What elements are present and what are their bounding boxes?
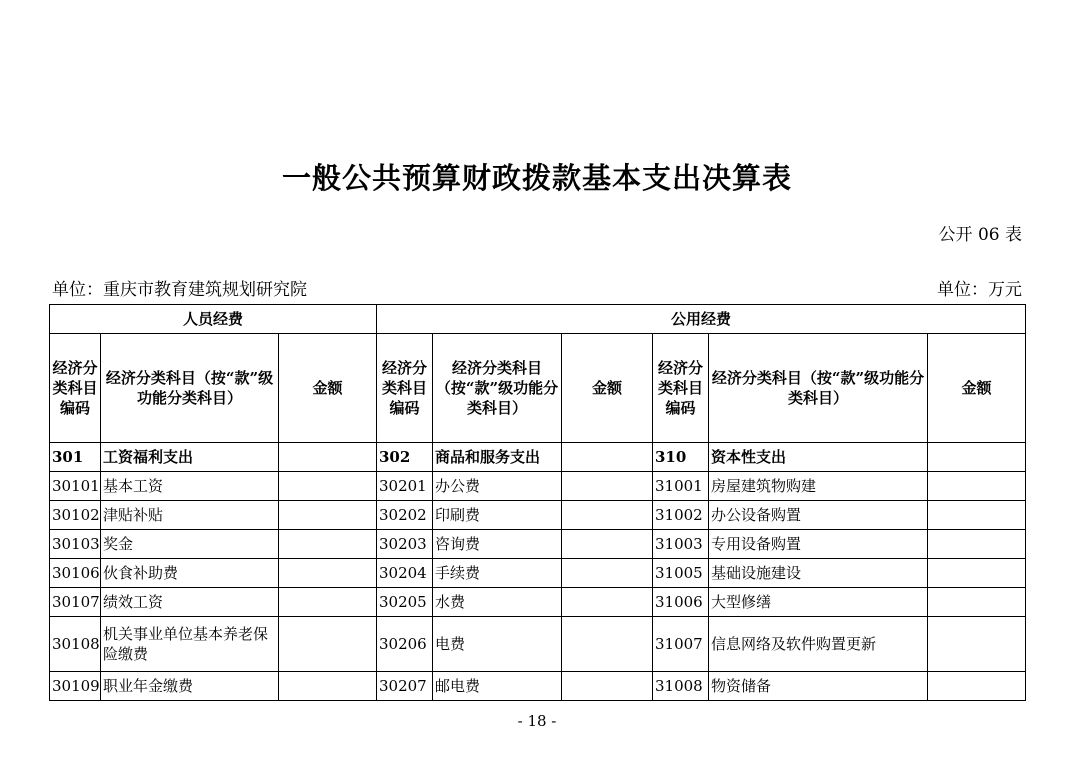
item-name: 伙食补助费 (101, 559, 279, 588)
item-code: 30207 (377, 672, 433, 701)
item-name: 奖金 (101, 530, 279, 559)
item-amount (562, 472, 653, 501)
item-code: 31002 (653, 501, 709, 530)
category-code: 310 (653, 443, 709, 472)
item-amount (928, 530, 1026, 559)
item-name: 基本工资 (101, 472, 279, 501)
table-row (50, 672, 1026, 701)
item-name: 印刷费 (433, 501, 562, 530)
item-amount (928, 501, 1026, 530)
header-name: 经济分类科目（按“款”级功能分类科目） (709, 334, 928, 443)
header-name: 经济分类科目（按“款”级功能分类科目） (433, 334, 562, 443)
item-name: 基础设施建设 (709, 559, 928, 588)
item-amount (928, 672, 1026, 701)
item-code: 30204 (377, 559, 433, 588)
category-code: 302 (377, 443, 433, 472)
item-name: 办公设备购置 (709, 501, 928, 530)
form-number: 公开 06 表 (938, 225, 1022, 245)
item-amount (562, 501, 653, 530)
item-name: 房屋建筑物购建 (709, 472, 928, 501)
category-name: 工资福利支出 (101, 443, 279, 472)
item-amount (562, 559, 653, 588)
category-name: 资本性支出 (709, 443, 928, 472)
table-row (50, 472, 1026, 501)
table-row (50, 530, 1026, 559)
item-amount (279, 472, 377, 501)
item-name: 职业年金缴费 (101, 672, 279, 701)
item-amount (928, 588, 1026, 617)
table-row (50, 588, 1026, 617)
item-amount (279, 559, 377, 588)
item-name: 物资储备 (709, 672, 928, 701)
page-number: - 18 - (517, 712, 557, 730)
item-name: 咨询费 (433, 530, 562, 559)
unit-currency: 单位：万元 (937, 280, 1022, 300)
item-code: 30206 (377, 617, 433, 672)
category-amount (562, 443, 653, 472)
category-code: 301 (50, 443, 101, 472)
item-name: 办公费 (433, 472, 562, 501)
group-public: 公用经费 (377, 305, 1026, 334)
item-code: 30202 (377, 501, 433, 530)
item-code: 30109 (50, 672, 101, 701)
item-amount (928, 472, 1026, 501)
item-code: 30203 (377, 530, 433, 559)
item-name: 机关事业单位基本养老保险缴费 (101, 617, 279, 672)
item-name: 绩效工资 (101, 588, 279, 617)
item-name: 电费 (433, 617, 562, 672)
item-name: 邮电费 (433, 672, 562, 701)
item-amount (928, 617, 1026, 672)
item-code: 30107 (50, 588, 101, 617)
page-title: 一般公共预算财政拨款基本支出决算表 (281, 161, 792, 195)
header-amount: 金额 (928, 334, 1026, 443)
item-code: 30205 (377, 588, 433, 617)
item-amount (279, 617, 377, 672)
category-name: 商品和服务支出 (433, 443, 562, 472)
item-amount (562, 530, 653, 559)
table-row (50, 501, 1026, 530)
item-name: 信息网络及软件购置更新 (709, 617, 928, 672)
item-amount (928, 559, 1026, 588)
header-code: 经济分类科目编码 (377, 334, 433, 443)
item-name: 津贴补贴 (101, 501, 279, 530)
header-amount: 金额 (562, 334, 653, 443)
group-personnel: 人员经费 (50, 305, 377, 334)
unit-organization: 单位：重庆市教育建筑规划研究院 (52, 280, 307, 300)
item-name: 专用设备购置 (709, 530, 928, 559)
item-name: 大型修缮 (709, 588, 928, 617)
item-amount (562, 617, 653, 672)
item-code: 30103 (50, 530, 101, 559)
budget-table (49, 304, 1026, 701)
item-amount (279, 501, 377, 530)
table-row (50, 617, 1026, 672)
item-amount (279, 530, 377, 559)
item-code: 31003 (653, 530, 709, 559)
item-code: 31001 (653, 472, 709, 501)
item-code: 30101 (50, 472, 101, 501)
item-code: 30108 (50, 617, 101, 672)
header-amount: 金额 (279, 334, 377, 443)
item-amount (562, 588, 653, 617)
item-code: 30201 (377, 472, 433, 501)
category-amount (928, 443, 1026, 472)
table-row (50, 559, 1026, 588)
item-name: 水费 (433, 588, 562, 617)
category-row (50, 443, 1026, 472)
item-code: 31006 (653, 588, 709, 617)
item-name: 手续费 (433, 559, 562, 588)
item-code: 30106 (50, 559, 101, 588)
item-amount (279, 588, 377, 617)
item-amount (279, 672, 377, 701)
item-amount (562, 672, 653, 701)
item-code: 30102 (50, 501, 101, 530)
header-code: 经济分类科目编码 (50, 334, 101, 443)
item-code: 31008 (653, 672, 709, 701)
item-code: 31007 (653, 617, 709, 672)
item-code: 31005 (653, 559, 709, 588)
category-amount (279, 443, 377, 472)
header-code: 经济分类科目编码 (653, 334, 709, 443)
header-name: 经济分类科目（按“款”级功能分类科目） (101, 334, 279, 443)
